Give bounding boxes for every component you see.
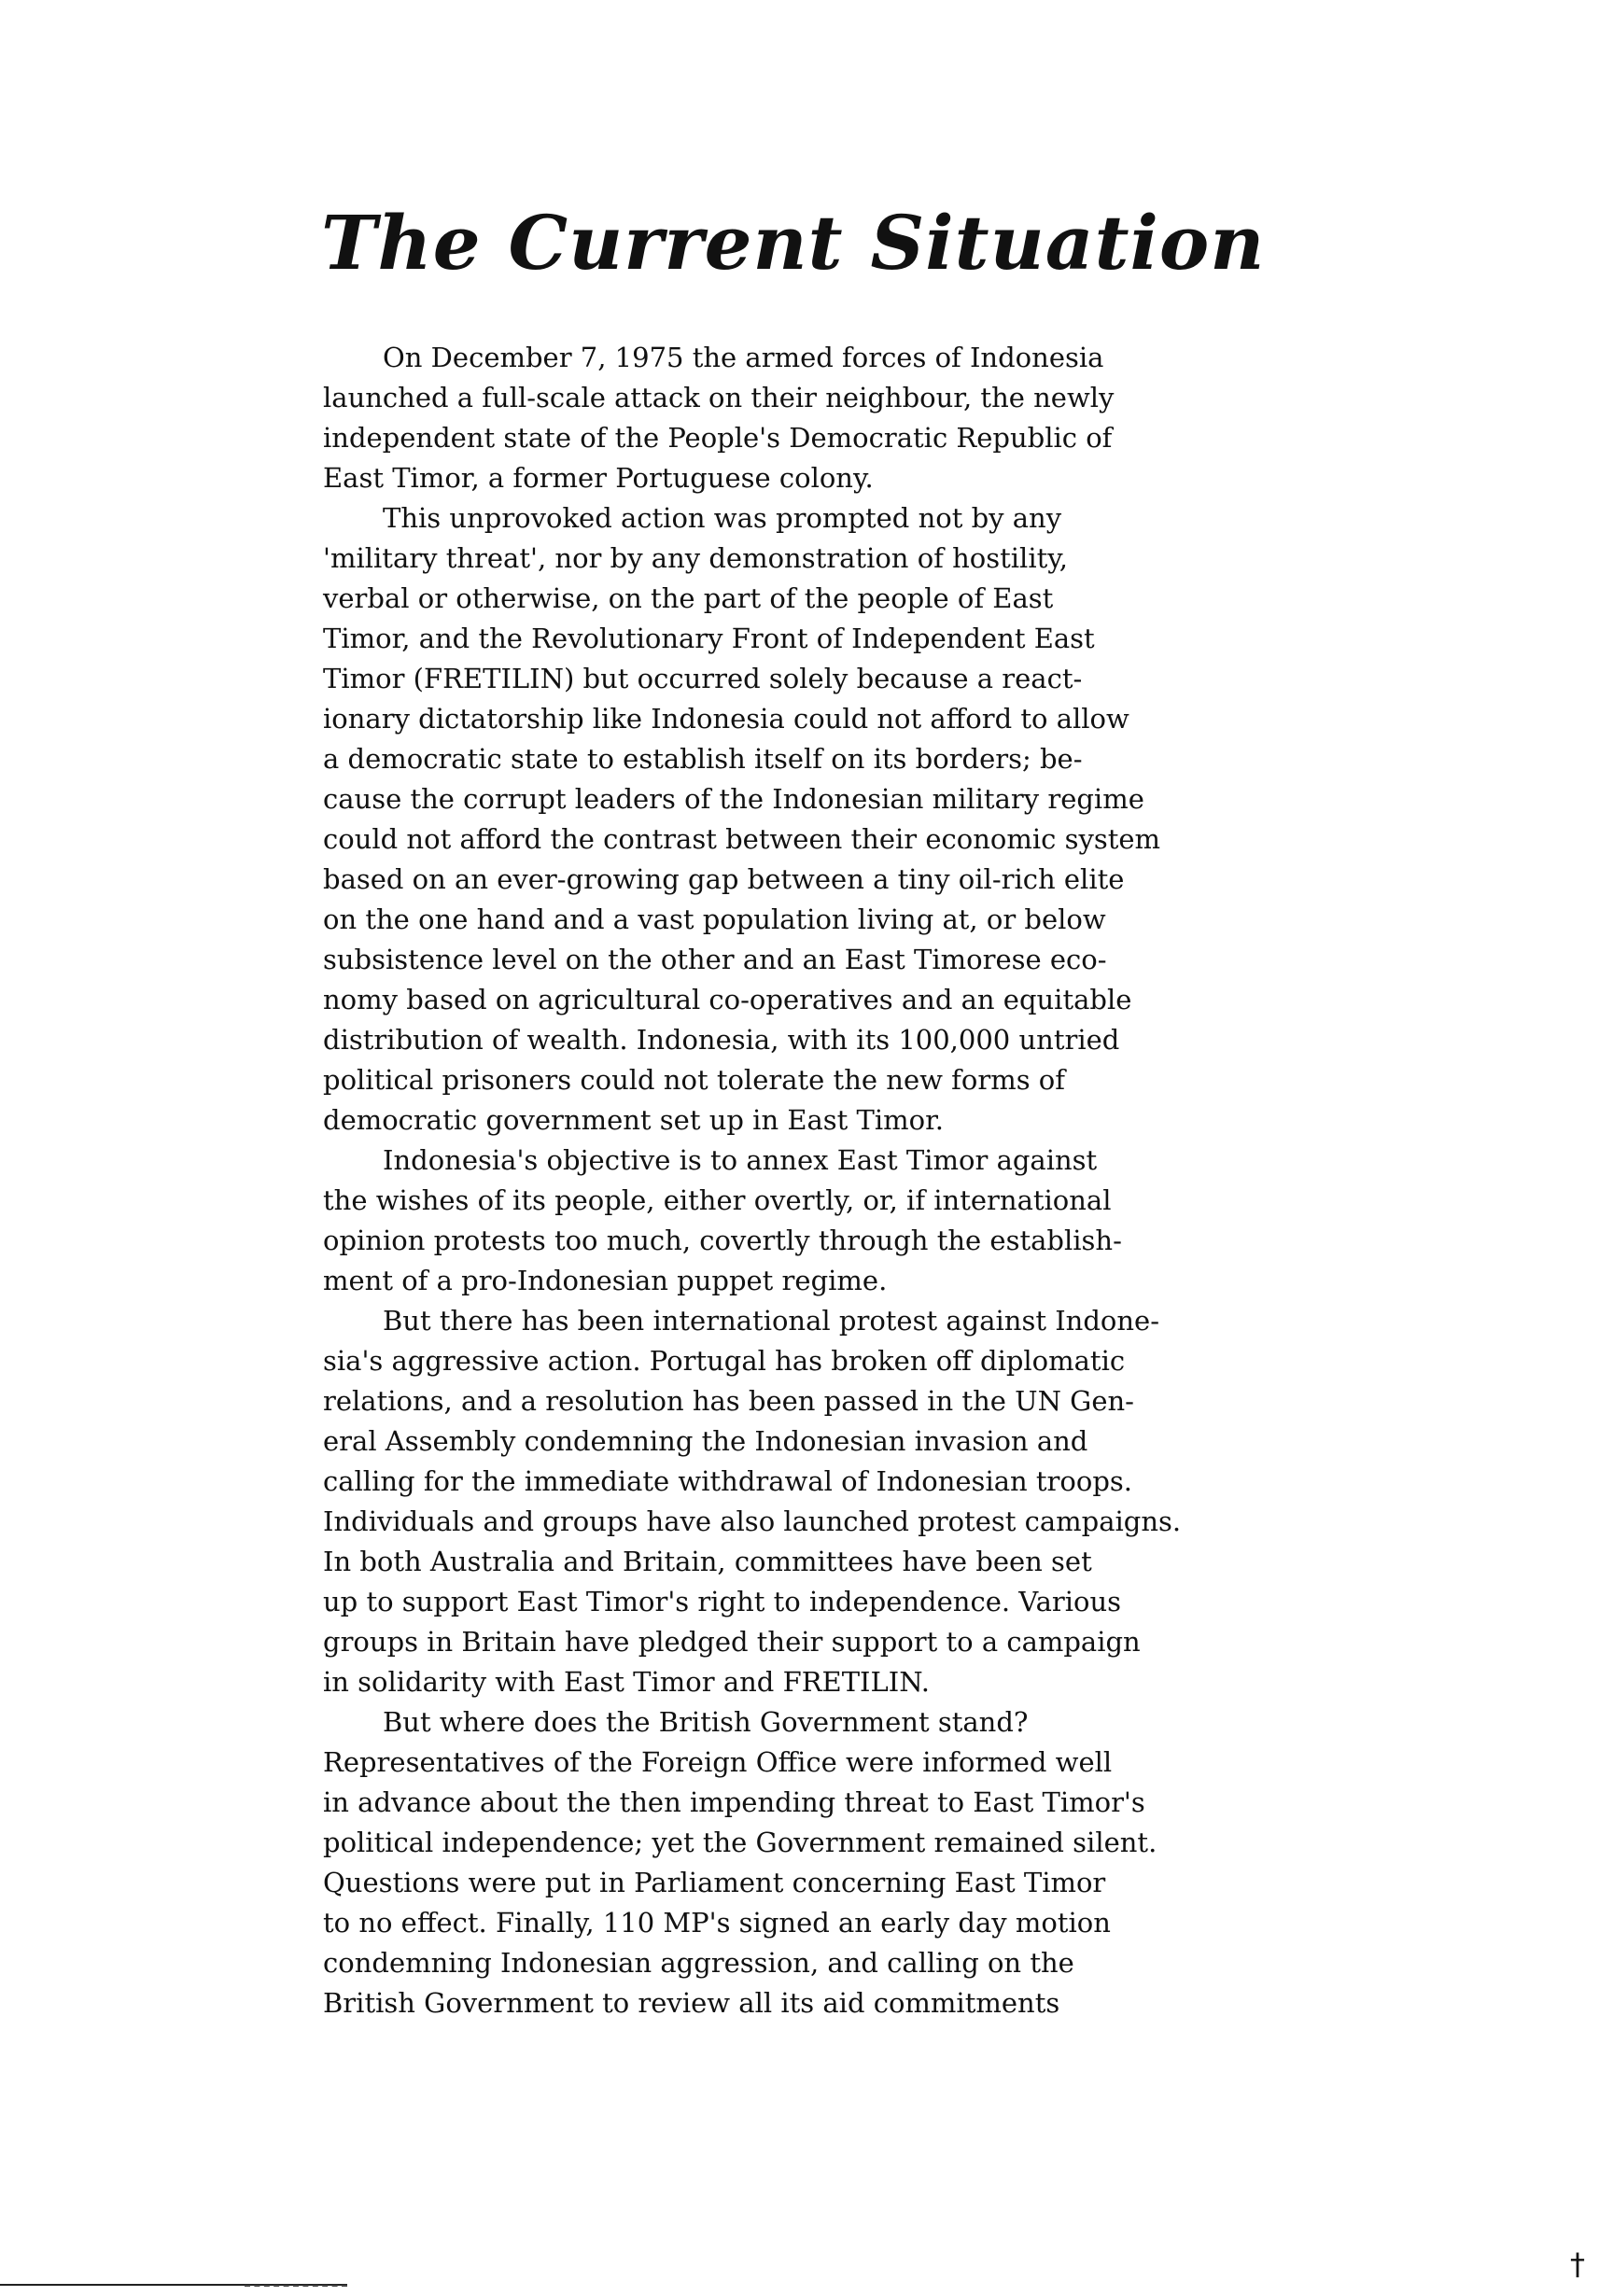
paragraph-3-line-3: opinion protests too much, covertly through the establish-: [323, 1225, 1122, 1256]
paragraph-2-line-13: nomy based on agricultural co-operatives and an equitable: [323, 984, 1132, 1015]
paragraph-2-line-11: on the one hand and a vast population living at, or below: [323, 903, 1106, 935]
paragraph-2-line-1: This unprovoked action was prompted not by any: [383, 502, 1062, 534]
paragraph-3-line-1: Indonesia's objective is to annex East Timor against: [383, 1144, 1098, 1176]
paragraph-2-line-6: ionary dictatorship like Indonesia could not afford to allow: [323, 703, 1129, 735]
paragraph-2-line-5: Timor (FRETILIN) but occurred solely because a react-: [323, 663, 1083, 694]
paragraph-5-line-2: Representatives of the Foreign Office were informed well: [323, 1746, 1113, 1778]
bottom-rule-dashed: [245, 2285, 347, 2287]
paragraph-1-line-3: independent state of the People's Democratic Republic of: [323, 422, 1113, 454]
paragraph-5-line-6: to no effect. Finally, 110 MP's signed an early day motion: [323, 1907, 1111, 1939]
paragraph-5-line-7: condemning Indonesian aggression, and calling on the: [323, 1947, 1074, 1979]
paragraph-5-line-4: political independence; yet the Government remained silent.: [323, 1827, 1157, 1858]
paragraph-2-line-4: Timor, and the Revolutionary Front of Independent East: [323, 623, 1095, 654]
paragraph-4-line-3: relations, and a resolution has been passed in the UN Gen-: [323, 1385, 1134, 1417]
paragraph-4-line-1: But there has been international protest against Indone-: [383, 1305, 1159, 1337]
paragraph-3-line-2: the wishes of its people, either overtly, or, if international: [323, 1184, 1112, 1216]
paragraph-2-line-9: could not afford the contrast between their economic system: [323, 823, 1161, 855]
paragraph-2-line-15: political prisoners could not tolerate the new forms of: [323, 1064, 1065, 1096]
paragraph-2-line-14: distribution of wealth. Indonesia, with its 100,000 untried: [323, 1024, 1120, 1056]
dagger-mark: †: [1570, 2247, 1585, 2282]
paragraph-2-line-2: 'military threat', nor by any demonstration of hostility,: [323, 542, 1069, 574]
paragraph-2-line-10: based on an ever-growing gap between a tiny oil-rich elite: [323, 863, 1125, 895]
paragraph-5-line-8: British Government to review all its aid commitments: [323, 1987, 1060, 2019]
page-title: The Current Situation: [321, 199, 1266, 287]
paragraph-2-line-8: cause the corrupt leaders of the Indonesian military regime: [323, 783, 1144, 815]
paragraph-2-line-16: democratic government set up in East Timor.: [323, 1104, 945, 1136]
paragraph-3-line-4: ment of a pro-Indonesian puppet regime.: [323, 1265, 888, 1296]
paragraph-4-line-10: in solidarity with East Timor and FRETILIN.: [323, 1666, 930, 1698]
paragraph-4-line-2: sia's aggressive action. Portugal has broken off diplomatic: [323, 1345, 1126, 1377]
paragraph-5-line-3: in advance about the then impending threat to East Timor's: [323, 1786, 1145, 1818]
paragraph-5-line-5: Questions were put in Parliament concerning East Timor: [323, 1867, 1106, 1898]
paragraph-4-line-6: Individuals and groups have also launched protest campaigns.: [323, 1505, 1182, 1537]
paragraph-4-line-5: calling for the immediate withdrawal of Indonesian troops.: [323, 1465, 1132, 1497]
paragraph-1-line-1: On December 7, 1975 the armed forces of Indonesia: [383, 342, 1104, 373]
paragraph-4-line-8: up to support East Timor's right to independence. Various: [323, 1586, 1122, 1617]
paragraph-4-line-4: eral Assembly condemning the Indonesian invasion and: [323, 1425, 1088, 1457]
paragraph-1-line-2: launched a full-scale attack on their neighbour, the newly: [323, 382, 1115, 413]
paragraph-4-line-7: In both Australia and Britain, committees have been set: [323, 1546, 1092, 1577]
paragraph-2-line-12: subsistence level on the other and an East Timorese eco-: [323, 944, 1107, 975]
paragraph-2-line-3: verbal or otherwise, on the part of the people of East: [323, 582, 1054, 614]
paragraph-4-line-9: groups in Britain have pledged their support to a campaign: [323, 1626, 1141, 1658]
paragraph-2-line-7: a democratic state to establish itself on its borders; be-: [323, 743, 1083, 775]
paragraph-1-line-4: East Timor, a former Portuguese colony.: [323, 462, 874, 494]
article-body: [323, 338, 1312, 2023]
paragraph-5-line-1: But where does the British Government stand?: [383, 1706, 1029, 1738]
